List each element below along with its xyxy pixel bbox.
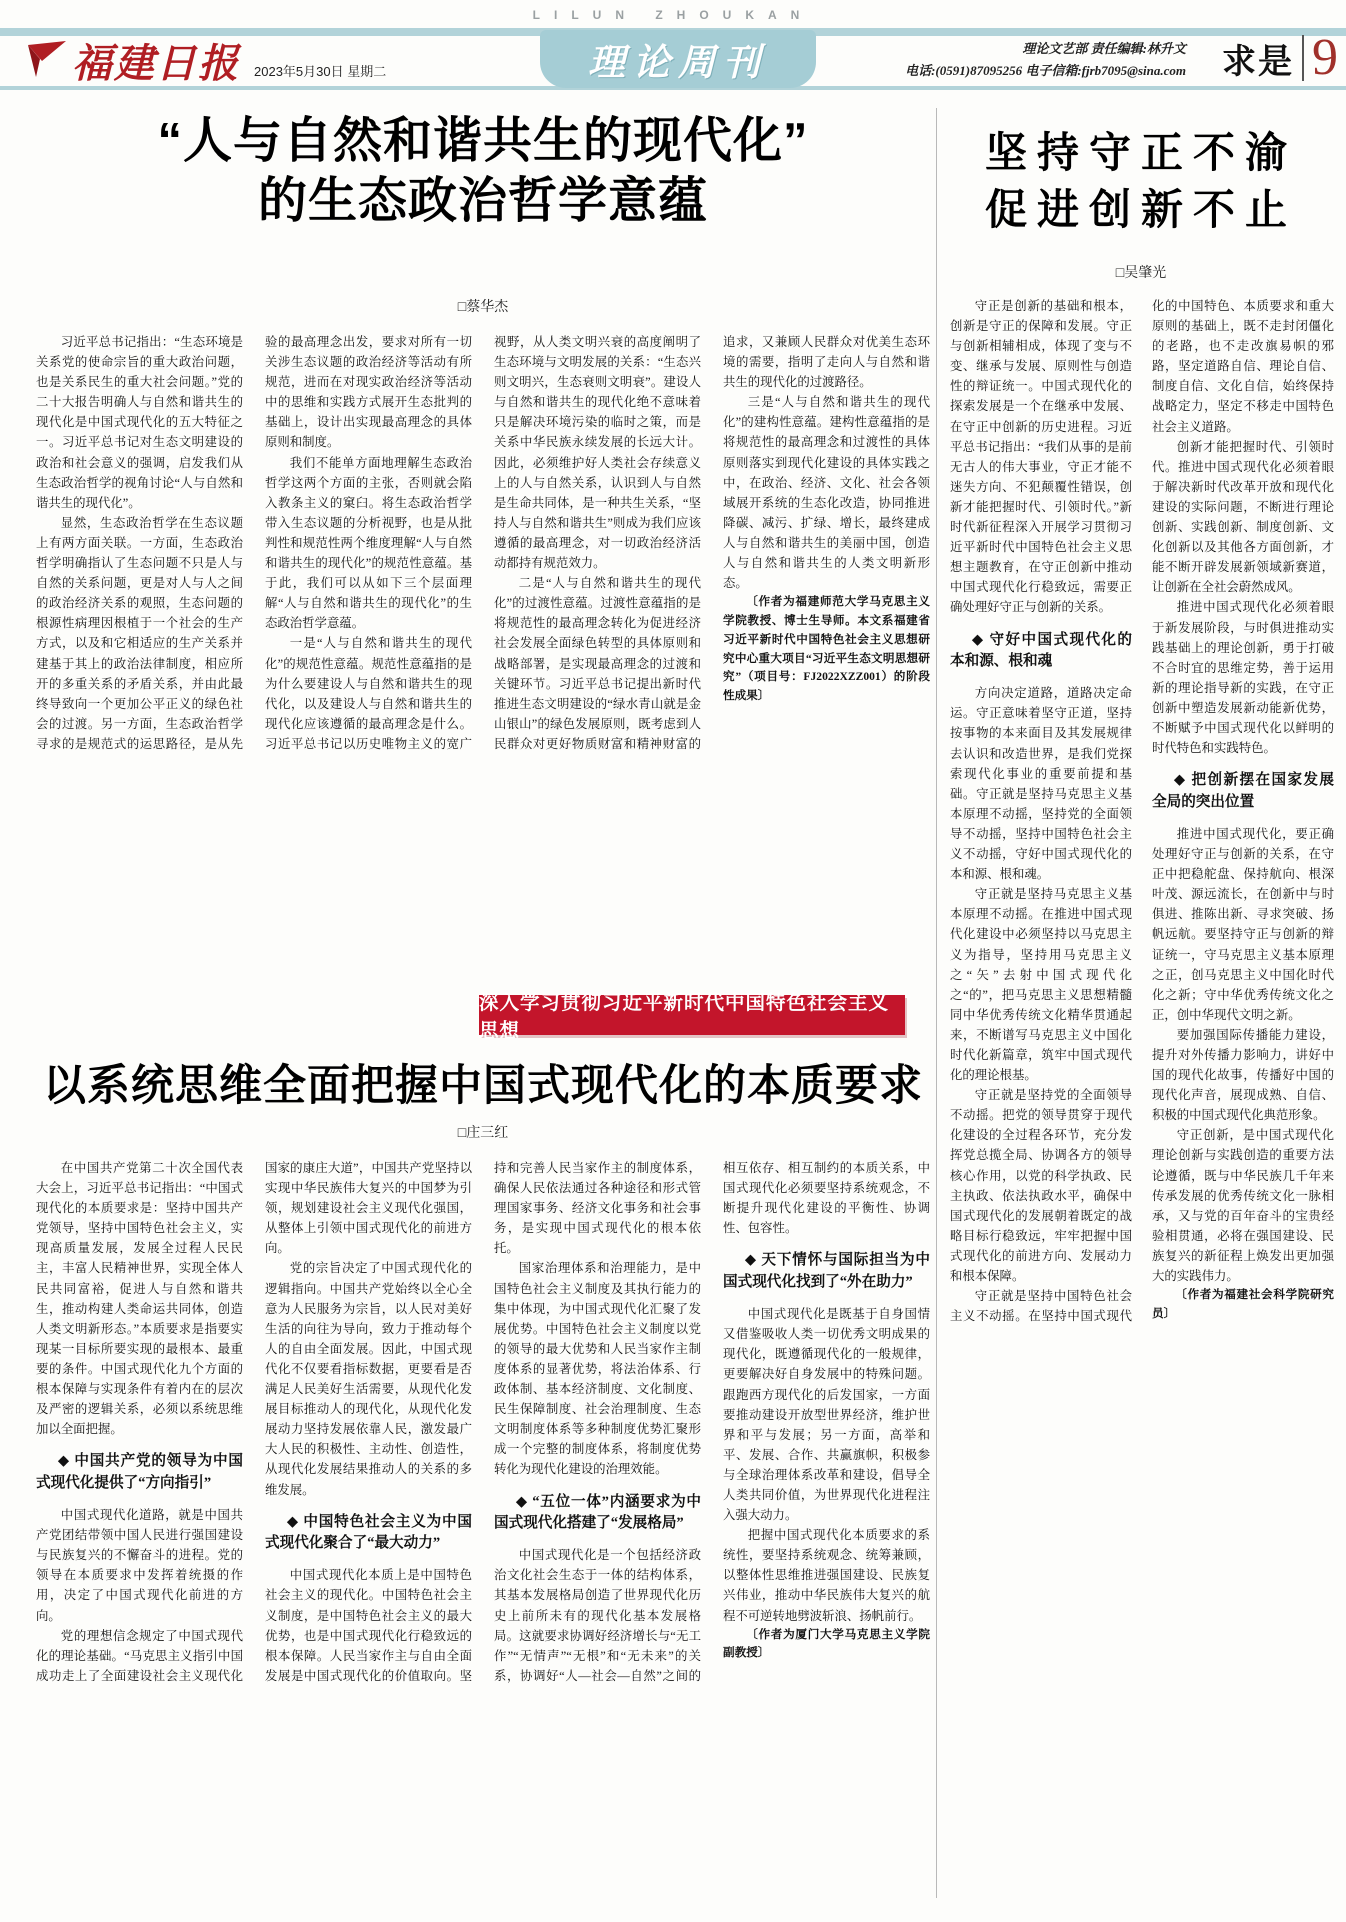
- masthead-contact-block: [905, 38, 1186, 82]
- editor-line: 理论文艺部 责任编辑:林升文: [1022, 41, 1186, 56]
- author-note: 〔作者为厦门大学马克思主义学院副教授〕: [723, 1627, 930, 1660]
- section-subhead: ◆ “五位一体”内涵要求为中国式现代化搭建了“发展格局”: [494, 1493, 701, 1532]
- author-note: 〔作者为福建师范大学马克思主义学院教授、博士生导师。本文系福建省习近平新时代中国特色社会主义思想研究中心重大项目“习近平生态文明思想研究”（项目号：FJ2022XZZ001）的阶段性成果〕: [723, 595, 930, 703]
- right-article-body: [950, 296, 1334, 1880]
- body-paragraph: 守正创新，是中国式现代化理论创新与实践创造的重要方法论遵循，既与中华民族几千年来传承发展的优秀传统文化一脉相承，又与党的百年奋斗的宝贵经验相贯通，必将在强国建设、民族复兴的新征程上焕发出更加强大的实践伟力。: [1152, 1128, 1334, 1283]
- section-title: 理论周刊: [588, 43, 768, 84]
- body-paragraph: 方向决定道路，道路决定命运。守正意味着坚守正道，坚持按事物的本来面目及其发展规律去认识和改造世界，是我们党探索现代化事业的重要前提和基础。守正就是坚持马克思主义基本原理不动摇，坚持党的全面领导不动摇，坚持中国特色社会主义不动摇，守好中国式现代化的本和源、根和魂。: [950, 686, 1132, 882]
- body-paragraph: 把握中国式现代化本质要求的系统性，要坚持系统观念、统筹兼顾，以整体性思维推进强国建设、民族复兴伟业，推动中华民族伟大复兴的航程不可逆转地劈波斩浪、扬帆前行。: [723, 1528, 930, 1623]
- body-paragraph: 守正是创新的基础和根本，创新是守正的保障和发展。守正与创新相辅相成，体现了变与不变、继承与发展、原则性与创造性的辩证统一。中国式现代化的探索发展是一个在继承中发展、在守正中创新的历史进程。习近平总书记指出：“我们从事的是前无古人的伟大事业，守正才能不迷失方向、不犯颠覆性错误，创新才能把握时代、引领时代。”新时代新征程深入开展学习贯彻习近平新时代中国特色社会主义思想主题教育，在守正创新中推动中国式现代化行稳致远，需要正确处理好守正与创新的关系。: [950, 299, 1132, 615]
- brand-separator: [1302, 35, 1304, 81]
- main-article-title: [36, 112, 930, 232]
- masthead-pinyin-label: LILUN ZHOUKAN: [532, 8, 814, 22]
- body-paragraph: 中国式现代化本质上是中国特色社会主义的现代化。中国特色社会主义制度，是中国特色社会主义的最大优势，也是中国式现代化行稳致远的根本保障。人民当家作主与自由全面发展是中国式现代化的价值取向。坚持和完善人民当家作主的制度体系，确保人民依法通过各种途径和形式管理国家事务、经济文化事务和社会事务，是实现中国式现代化的根本依托。: [265, 1161, 701, 1683]
- body-paragraph: 守正就是坚持中国特色社会主义不动摇。在坚持中国式现代化的中国特色、本质要求和重大原则的基础上，既不走封闭僵化的老路，也不走改旗易帜的邪路，坚定道路自信、理论自信、制度自信、文化自信，始终保持战略定力，坚定不移走中国特色社会主义道路。: [950, 299, 1334, 1324]
- main-title-line1: “人与自然和谐共生的现代化”: [157, 114, 809, 168]
- section-subhead: ◆ 天下情怀与国际担当为中国式现代化找到了“外在助力”: [723, 1252, 930, 1291]
- body-paragraph: 我们不能单方面地理解生态政治哲学这两个方面的主张，否则就会陷入教条主义的窠臼。将生态政治哲学带入生态议题的分析视野，也是从批判性和规范性两个维度理解“人与自然和谐共生的现代化”的规范性意蕴。基于此，我们可以从如下三个层面理解“人与自然和谐共生的现代化”的生态政治哲学意蕴。: [265, 455, 472, 631]
- bottom-article-body: [36, 1158, 930, 1900]
- newspaper-logo: [26, 36, 386, 84]
- vertical-divider: [936, 108, 937, 1898]
- slogan-banner: 深入学习贯彻习近平新时代中国特色社会主义思想: [479, 995, 905, 1035]
- body-paragraph: 要加强国际传播能力建设，提升对外传播力影响力，讲好中国的现代化故事，传播好中国的现代化声音，展现成熟、自信、积极的中国式现代化典范形象。: [1152, 1027, 1334, 1123]
- body-paragraph: 中国式现代化道路，就是中国共产党团结带领中国人民进行强国建设与民族复兴的不懈奋斗的进程。党的领导在本质要求中发挥着统摄的作用，决定了中国式现代化前进的方向。: [36, 1508, 243, 1623]
- body-paragraph: 创新才能把握时代、引领时代。推进中国式现代化必须着眼于解决新时代改革开放和现代化建设的实际问题，不断进行理论创新、实践创新、制度创新、文化创新以及其他各方面创新，才能不断开辟发展新领域新赛道，让创新在全社会蔚然成风。: [1152, 439, 1334, 595]
- body-paragraph: 党的理想信念规定了中国式现代化的理论基础。“马克思主义指引中国成功走上了全面建设社会主义现代化国家的康庄大道”，中国共产党坚持以实现中华民族伟大复兴的中国梦为引领，规划建设社会主义现代化强国，从整体上引领中国式现代化的前进方向。: [36, 1161, 472, 1683]
- body-paragraph: 一是“人与自然和谐共生的现代化”的规范性意蕴。规范性意蕴指的是为什么要建设人与自然和谐共生的现代化，以及建设人与自然和谐共生的现代化应该遵循的最高理念是什么。习近平总书记以历史唯物主义的宽广视野，从人类文明兴衰的高度阐明了生态环境与文明发展的关系：“生态兴则文明兴，生态衰则文明衰”。建设人与自然和谐共生的现代化绝不意味着只是解决环境污染的临时之策，而是关系中华民族永续发展的长远大计。因此，必须维护好人类社会存续意义上的人与自然关系，认识到人与自然是生命共同体，是一种共生关系，“坚持人与自然和谐共生”则成为我们应该遵循的最高理念，对一切政治经济活动都持有规范效力。: [265, 335, 701, 751]
- body-paragraph: 习近平总书记指出：“生态环境是关系党的使命宗旨的重大政治问题，也是关系民生的重大社会问题。”党的二十大报告明确人与自然和谐共生的现代化是中国式现代化的五大特征之一。习近平总书记对生态文明建设的政治和社会意义的强调，启发我们从生态政治哲学的视角讨论“人与自然和谐共生的现代化”。: [36, 335, 243, 510]
- body-paragraph: 推进中国式现代化，要正确处理好守正与创新的关系，在守正中把稳舵盘、保持航向、根深叶茂、源远流长，在创新中与时俱进、推陈出新、寻求突破、扬帆远航。要坚持守正与创新的辩证统一，守马克思主义基本原理之正，创马克思主义中国化时代化之新；守中华优秀传统文化之正，创中华现代文明之新。: [1152, 826, 1334, 1022]
- section-subhead: ◆ 中国共产党的领导为中国式现代化提供了“方向指引”: [36, 1453, 243, 1492]
- brand-qiushi: 求是: [1222, 42, 1294, 81]
- body-paragraph: 守正就是坚持马克思主义基本原理不动摇。在推进中国式现代化建设中必须坚持以马克思主义为指导，坚持用马克思主义之“矢”去射中国式现代化之“的”，把马克思主义思想精髓同中华优秀传统文化精华贯通起来，不断谱写马克思主义中国化时代化新篇章，筑牢中国式现代化的理论根基。: [950, 887, 1132, 1083]
- main-title-line2: 的生态政治哲学意蕴: [257, 173, 708, 228]
- body-paragraph: 中国式现代化是既基于自身国情又借鉴吸收人类一切优秀文明成果的现代化，既遵循现代化的一般规律，更要解决好自身发展中的特殊问题。跟跑西方现代化的后发国家，一方面要推动建设开放型世界经济，维护世界和平与发展；另一方面，高举和平、发展、合作、共赢旗帜，积极参与全球治理体系改革和建设，倡导全人类共同价值，为世界现代化进程注入强大动力。: [723, 1307, 930, 1523]
- main-article-body: [36, 332, 930, 988]
- body-paragraph: 党的宗旨决定了中国式现代化的逻辑指向。中国共产党始终以全心全意为人民服务为宗旨，以人民对美好生活的向往为导向，致力于推动每个人的自由全面发展。因此，中国式现代化不仅要看指标数据，更要看是否满足人民美好生活需要，从现代化发展目标推动人的现代化，从现代化发展动力坚持发展依靠人民，激发最广大人民的积极性、主动性、创造性，从现代化发展结果推动人的关系的多维发展。: [265, 1261, 472, 1497]
- flag-icon: [26, 39, 68, 84]
- main-article-byline: □蔡华杰: [457, 300, 509, 315]
- bottom-article-byline: □庄三红: [457, 1126, 509, 1141]
- body-paragraph: 二是“人与自然和谐共生的现代化”的过渡性意蕴。过渡性意蕴指的是将规范性的最高理念转化为促进经济社会发展全面绿色转型的具体原则和战略部署，是实现最高理念的过渡和关键环节。习近平总书记提出新时代推进生态文明建设的“绿水青山就是金山银山”的绿色发展原则，既考虑到人民群众对更好物质财富和精神财富的追求，又兼顾人民群众对优美生态环境的需要，指明了走向人与自然和谐共生的现代化的过渡路径。: [494, 335, 930, 751]
- body-paragraph: 中国式现代化是一个包括经济政治文化社会生态于一体的结构体系，其基本发展格局创造了世界现代化历史上前所未有的现代化基本发展格局。这就要求协调好经济增长与“无工作”“无情声”“无根”和“无未来”的关系，协调好“人—社会—自然”之间的相互依存、相互制约的本质关系，中国式现代化必须要坚持系统观念，不断提升现代化建设的平衡性、协调性、包容性。: [494, 1161, 930, 1683]
- bottom-article-title: 以系统思维全面把握中国式现代化的本质要求: [43, 1063, 923, 1110]
- right-title-line2: 促进创新不止: [984, 187, 1297, 234]
- contact-line: 电话:(0591)87095256 电子信箱:fjrb7095@sina.com: [905, 63, 1186, 79]
- section-subhead: ◆ 把创新摆在国家发展全局的突出位置: [1152, 772, 1334, 811]
- page-number-block: [1222, 30, 1338, 86]
- right-title-line1: 坚持守正不渝: [984, 131, 1297, 177]
- paper-name: 福建日报: [72, 41, 240, 86]
- body-paragraph: 推进中国式现代化必须着眼于新发展阶段，与时俱进推动实践基础上的理论创新，勇于打破不合时宜的思维定势，善于运用新的理论指导新的实践，在守正创新中塑造发展新动能新优势，不断赋予中国式现代化以鲜明的时代特色和实践特色。: [1152, 600, 1334, 756]
- author-note: 〔作者为福建社会科学院研究员〕: [1152, 1288, 1334, 1320]
- right-article-title: [948, 126, 1334, 239]
- section-subhead: ◆ 守好中国式现代化的本和源、根和魂: [950, 631, 1132, 670]
- body-paragraph: 显然，生态政治哲学在生态议题上有两方面关联。一方面，生态政治哲学明确指认了生态问题不只是人与自然的关系问题，更是对人与人之间的政治经济关系的观照，生态问题的根源性病理因根植于一个社会的生产方式，以及和它相适应的生产关系并建基于其上的政治法律制度，相应所开的多重关系的矛盾关系，并由此最终导致向一个更加公平正义的绿色社会的过渡。另一方面，生态政治哲学寻求的是规范式的运思路径，是从先验的最高理念出发，要求对所有一切关涉生态议题的政治经济等活动有所规范，进而在对现实政治经济等活动中的思维和实践方式展开生态批判的基础上，设计出实现最高理念的具体原则和制度。: [36, 335, 472, 751]
- section-subhead: ◆ 中国特色社会主义为中国式现代化聚合了“最大动力”: [265, 1513, 472, 1552]
- section-title-medallion: [540, 30, 816, 88]
- masthead-date: 2023年5月30日 星期二: [254, 64, 387, 79]
- right-article-byline: □吴肇光: [1115, 266, 1167, 281]
- body-paragraph: 三是“人与自然和谐共生的现代化”的建构性意蕴。建构性意蕴指的是将规范性的最高理念和过渡性的具体原则落实到现代化建设的具体实践之中，在政治、经济、文化、社会各领域展开系统的生态化改造，协同推进降碳、减污、扩绿、增长，最终建成人与自然和谐共生的美丽中国，创造人与自然和谐共生的人类文明新形态。: [723, 395, 930, 591]
- body-paragraph: 守正就是坚持党的全面领导不动摇。把党的领导贯穿于现代化建设的全过程各环节，充分发挥党总揽全局、协调各方的领导核心作用，以党的科学执政、民主执政、依法执政水平，确保中国式现代化的发展朝着既定的战略目标行稳致远，牢牢把握中国式现代化的前进方向、发展动力和根本保障。: [950, 1088, 1132, 1283]
- body-paragraph: 国家治理体系和治理能力，是中国特色社会主义制度及其执行能力的集中体现，为中国式现代化汇聚了发展优势。中国特色社会主义制度以党的领导的最大优势和人民当家作主制度体系的显著优势，将法治体系、行政体制、基本经济制度、文化制度、民生保障制度、社会治理制度、生态文明制度体系等多种制度优势汇聚形成一个完整的制度体系，将制度优势转化为现代化建设的治理效能。: [494, 1261, 701, 1477]
- body-paragraph: 在中国共产党第二十次全国代表大会上，习近平总书记指出：“中国式现代化的本质要求是：坚持中国共产党领导，坚持中国特色社会主义，实现高质量发展，发展全过程人民民主，丰富人民精神世界，实现全体人民共同富裕，促进人与自然和谐共生，推动构建人类命运共同体，创造人类文明新形态。”本质要求是指要实现某一目标所要实现的最根本、最重要的条件。中国式现代化九个方面的根本保障与实现条件有着内在的层次及严密的逻辑关系，必须以系统思维加以全面把握。: [36, 1161, 243, 1437]
- page-number: 9: [1312, 29, 1338, 86]
